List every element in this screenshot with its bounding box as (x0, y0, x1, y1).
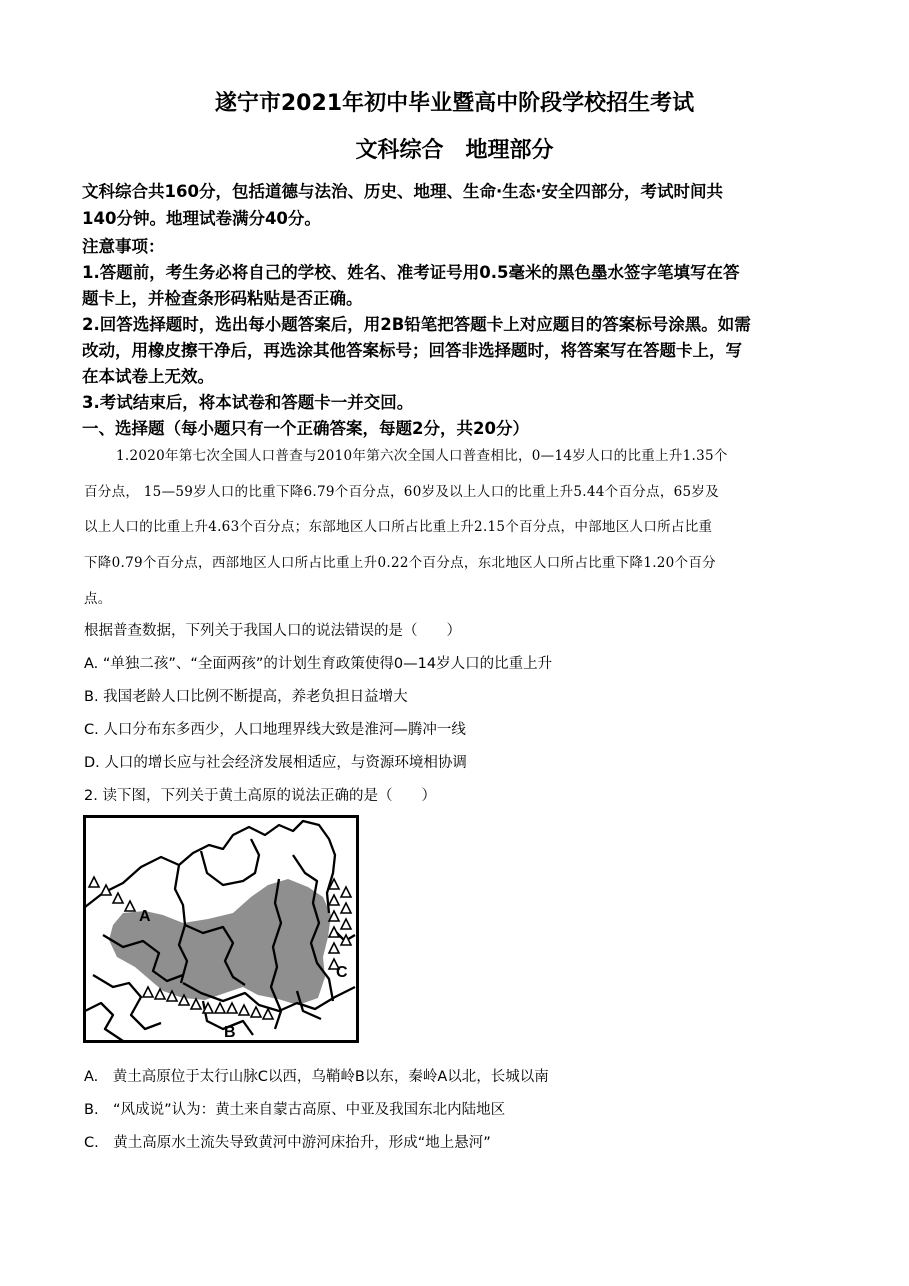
q2-stem: 2. 读下图，下列关于黄土高原的说法正确的是（ ） (84, 788, 436, 804)
q1-option-b: B. 我国老龄人口比例不断提高，养老负担日益增大 (84, 689, 408, 705)
q2-option-a: A. 黄土高原位于太行山脉C以西，乌鞘岭B以东，秦岭A以北，长城以南 (84, 1069, 549, 1085)
section-heading: 一、选择题（每小题只有一个正确答案，每题2分，共20分） (82, 419, 529, 438)
notice-line: 2.回答选择题时，选出每小题答案后，用2B铅笔把答题卡上对应题目的答案标号涂黑。如需 (82, 315, 751, 334)
q1-material-line: 以上人口的比重上升4.63个百分点；东部地区人口所占比重上升2.15个百分点，中部地区人口所占比重 (84, 519, 713, 535)
notice-line: 题卡上，并检查条形码粘贴是否正确。 (82, 289, 363, 308)
q1-option-a: A. “单独二孩”、“全面两孩”的计划生育政策使得0—14岁人口的比重上升 (84, 656, 553, 672)
notice-line: 3.考试结束后，将本试卷和答题卡一并交回。 (82, 393, 414, 412)
intro-line-1: 文科综合共160分，包括道德与法治、历史、地理、生命·生态·安全四部分，考试时间共 (82, 182, 723, 201)
q1-stem: 根据普查数据，下列关于我国人口的说法错误的是（ ） (84, 623, 461, 639)
notice-line: 改动，用橡皮擦干净后，再选涂其他答案标号；回答非选择题时，将答案写在答题卡上，写 (82, 341, 742, 360)
notice-line: 1.答题前，考生务必将自己的学校、姓名、准考证号用0.5毫米的黑色墨水签字笔填写在答 (82, 263, 740, 282)
q1-material-line: 1.2020年第七次全国人口普查与2010年第六次全国人口普查相比，0—14岁人口的比重上升1.35个 (116, 448, 728, 464)
q1-option-c: C. 人口分布东多西少，人口地理界线大致是淮河—腾冲一线 (84, 722, 466, 738)
loess-plateau-map (83, 815, 359, 1043)
map-label-a: A (139, 908, 151, 925)
q1-material-line: 下降0.79个百分点，西部地区人口所占比重上升0.22个百分点，东北地区人口所占比重下降1.20个百分 (84, 555, 716, 571)
q1-option-d: D. 人口的增长应与社会经济发展相适应，与资源环境相协调 (84, 755, 467, 771)
q2-option-c: C. 黄土高原水土流失导致黄河中游河床抬升，形成“地上悬河” (84, 1135, 491, 1151)
intro-line-2: 140分钟。地理试卷满分40分。 (82, 209, 321, 228)
notice-line: 在本试卷上无效。 (82, 367, 214, 386)
exam-title: 遂宁市2021年初中毕业暨高中阶段学校招生考试 (214, 91, 695, 116)
q2-option-b: B. “风成说”认为：黄土来自蒙古高原、中亚及我国东北内陆地区 (84, 1102, 506, 1118)
map-label-b: B (224, 1024, 236, 1041)
q1-material-line: 点。 (84, 591, 112, 607)
notice-heading: 注意事项： (82, 237, 165, 256)
exam-subtitle: 文科综合 地理部分 (355, 138, 554, 163)
map-label-c: C (336, 964, 348, 981)
q1-material-line: 百分点， 15—59岁人口的比重下降6.79个百分点，60岁及以上人口的比重上升5.44个百分点，65岁及 (84, 484, 720, 500)
